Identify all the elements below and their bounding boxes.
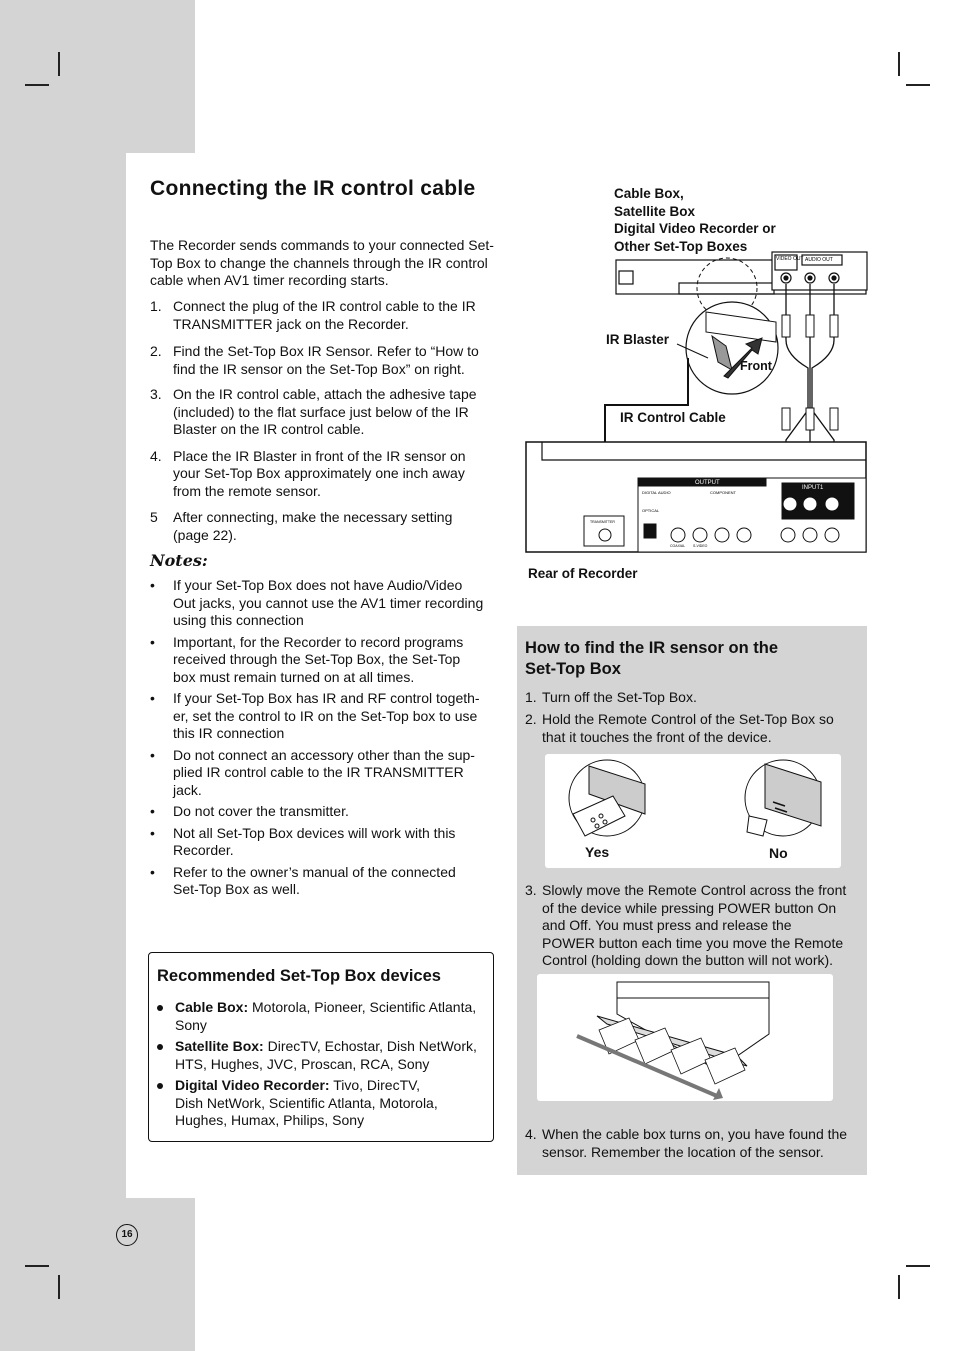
note-item: [150, 690, 500, 743]
coaxial-label: COAXIAL: [670, 544, 686, 548]
no-example: [745, 760, 821, 836]
step-item: [150, 509, 500, 544]
step-number: 1.: [525, 689, 537, 705]
step-line: Connect the plug of the IR control cable to the IR: [173, 298, 476, 314]
step-line: After connecting, make the necessary setting: [173, 509, 453, 525]
step-number: 5: [150, 509, 158, 525]
page-margin-band: [0, 1198, 195, 1351]
step-line: your Set-Top Box approximately one inch away: [173, 465, 465, 481]
heading-line: Set-Top Box: [525, 660, 621, 678]
note-line: Do not connect an accessory other than the sup-: [173, 746, 475, 763]
note-line: Not all Set-Top Box devices will work with this: [173, 824, 456, 841]
note-line: er, set the control to IR on the Set-Top box to use: [173, 707, 478, 724]
step-line: Slowly move the Remote Control across the front: [542, 882, 847, 898]
note-line: Out jacks, you cannot use the AV1 timer recording: [173, 594, 484, 611]
step-number: 4.: [150, 447, 162, 464]
note-line: Do not cover the transmitter.: [173, 803, 349, 819]
step-line: (included) to the flat surface just below of the IR: [173, 403, 469, 420]
note-line: jack.: [173, 781, 202, 798]
step-line: POWER button each time you move the Remote: [542, 934, 844, 951]
recommended-item: [157, 1038, 487, 1073]
crop-mark: [58, 1275, 60, 1299]
connection-diagram: [520, 180, 870, 580]
note-line: If your Set-Top Box has IR and RF control togeth-: [173, 690, 480, 706]
crop-mark: [898, 1275, 900, 1299]
intro-paragraph: The Recorder sends commands to your connected Set-Top Box to change the channels through the IR control cable when AV1 timer recording starts.: [150, 237, 494, 288]
bullet: •: [150, 577, 155, 593]
step-item: [150, 298, 500, 333]
note-item: [150, 803, 500, 821]
howto-heading: [525, 638, 845, 680]
step-line: On the IR control cable, attach the adhesive tape: [173, 386, 477, 402]
step-line: Find the Set-Top Box IR Sensor. Refer to “How to: [173, 343, 479, 359]
bullet: •: [150, 690, 155, 706]
notes-list: [150, 577, 500, 899]
audio-out-label: AUDIO OUT: [805, 257, 833, 263]
step-line: sensor. Remember the location of the sensor.: [542, 1143, 824, 1160]
note-item: [150, 825, 500, 860]
crop-mark: [25, 1265, 49, 1267]
step-item: [150, 386, 500, 439]
note-item: [150, 864, 500, 899]
step-line: Blaster on the IR control cable.: [173, 421, 365, 437]
crop-mark: [58, 52, 60, 76]
recommended-item: [157, 1077, 487, 1130]
bullet: [157, 1005, 163, 1011]
step-line: of the device while pressing POWER button On: [542, 899, 837, 916]
recommended-heading: Recommended Set-Top Box devices: [157, 967, 441, 985]
device-brands: Motorola, Pioneer, Scientific Atlanta,: [248, 999, 477, 1015]
device-brands: HTS, Hughes, JVC, Proscan, RCA, Sony: [175, 1055, 430, 1072]
recommended-list: [157, 999, 487, 1134]
ir-sensor-howto-panel: [517, 626, 867, 1175]
notes-heading: Notes:: [150, 551, 208, 570]
sweep-illustration: [537, 974, 833, 1101]
step-line: and Off. You must press and release the: [542, 917, 792, 933]
note-item: [150, 634, 500, 687]
note-line: Refer to the owner’s manual of the connected: [173, 863, 456, 880]
bullet: •: [150, 633, 155, 650]
bullet: •: [150, 824, 155, 841]
note-line: box must remain turned on at all times.: [173, 668, 415, 685]
no-label: No: [769, 845, 788, 861]
note-line: using this connection: [173, 612, 304, 628]
svideo-label: S-VIDEO: [693, 544, 708, 548]
step-number: 4.: [525, 1126, 537, 1142]
device-type-label: Digital Video Recorder:: [175, 1077, 330, 1093]
label-line: Satellite Box: [614, 203, 696, 219]
recommended-item: [157, 999, 487, 1034]
component-label: COMPONENT: [710, 490, 736, 495]
step-number: 3.: [150, 386, 162, 402]
step-line: TRANSMITTER jack on the Recorder.: [173, 315, 409, 332]
note-line: Set-Top Box as well.: [173, 881, 300, 897]
step-number: 2.: [525, 711, 537, 727]
remote-sweep-drawing: [537, 974, 833, 1101]
crop-mark: [906, 1265, 930, 1267]
device-brands: Hughes, Humax, Philips, Sony: [175, 1112, 365, 1128]
note-line: Important, for the Recorder to record programs: [173, 633, 464, 650]
crop-mark: [898, 52, 900, 76]
label-line: Other Set-Top Boxes: [614, 238, 748, 254]
page-title: Connecting the IR control cable: [150, 177, 476, 200]
yes-example: [569, 760, 645, 836]
step-line: from the remote sensor.: [173, 482, 321, 499]
page-margin-band: [0, 153, 126, 1198]
step-number: 3.: [525, 882, 537, 898]
connection-steps: [150, 298, 500, 544]
device-brands: DirecTV, Echostar, Dish NetWork,: [263, 1038, 477, 1054]
bullet: •: [150, 803, 155, 819]
crop-mark: [25, 84, 49, 86]
howto-step: [525, 1126, 882, 1161]
step-line: Turn off the Set-Top Box.: [542, 689, 697, 705]
output-label: OUTPUT: [695, 480, 720, 486]
step-number: 2.: [150, 343, 162, 359]
note-line: Recorder.: [173, 842, 234, 858]
step-item: [150, 343, 500, 378]
rear-of-recorder-label: Rear of Recorder: [528, 566, 638, 581]
device-brands: Dish NetWork, Scientific Atlanta, Motorola,: [175, 1094, 438, 1111]
note-line: this IR connection: [173, 725, 285, 741]
ir-control-cable-label: IR Control Cable: [620, 410, 726, 425]
device-brands: Tivo, DirecTV,: [329, 1077, 421, 1093]
device-type-label: Satellite Box:: [175, 1038, 264, 1054]
bullet: [157, 1044, 163, 1050]
page-margin-band: [0, 0, 195, 153]
step-line: Place the IR Blaster in front of the IR sensor on: [173, 447, 466, 464]
front-label: Front: [740, 359, 772, 373]
heading-line: How to find the IR sensor on the: [525, 639, 778, 657]
step-line: (page 22).: [173, 526, 237, 543]
note-line: received through the Set-Top Box, the Set-Top: [173, 651, 461, 667]
howto-step: [525, 882, 877, 970]
step-number: 1.: [150, 298, 162, 314]
step-item: [150, 448, 500, 501]
label-line: Digital Video Recorder or: [614, 221, 776, 236]
video-out-label: VIDEO OUT: [776, 256, 804, 262]
step-line: Control (holding down the button will not work).: [542, 952, 834, 968]
bullet: •: [150, 746, 155, 763]
recommended-devices-box: [148, 952, 494, 1142]
bullet: [157, 1083, 163, 1089]
howto-step: [525, 689, 872, 707]
step-line: When the cable box turns on, you have found the: [542, 1126, 848, 1142]
yes-label: Yes: [585, 844, 610, 860]
page-number: 16: [116, 1224, 138, 1246]
transmitter-label: TRANSMITTER: [590, 520, 615, 524]
note-line: plied IR control cable to the IR TRANSMITTER: [173, 764, 464, 780]
input1-label: INPUT1: [802, 485, 824, 491]
howto-step: [525, 711, 872, 746]
label-line: Cable Box,: [614, 186, 684, 201]
step-line: Hold the Remote Control of the Set-Top Box so: [542, 711, 834, 727]
bullet: •: [150, 863, 155, 880]
note-line: If your Set-Top Box does not have Audio/Video: [173, 577, 463, 593]
note-item: [150, 747, 500, 800]
digital-audio-label: DIGITAL AUDIO: [642, 490, 671, 495]
step-line: that it touches the front of the device.: [542, 728, 772, 745]
yes-no-illustration: [545, 754, 841, 868]
device-type-label: Cable Box:: [175, 999, 249, 1015]
step-line: find the IR sensor on the Set-Top Box” on right.: [173, 360, 465, 377]
optical-label: OPTICAL: [642, 508, 660, 513]
recorder-rear: [526, 442, 866, 552]
device-brands: Sony: [175, 1016, 207, 1033]
crop-mark: [906, 84, 930, 86]
ir-blaster-label: IR Blaster: [606, 332, 670, 347]
note-item: [150, 577, 500, 630]
